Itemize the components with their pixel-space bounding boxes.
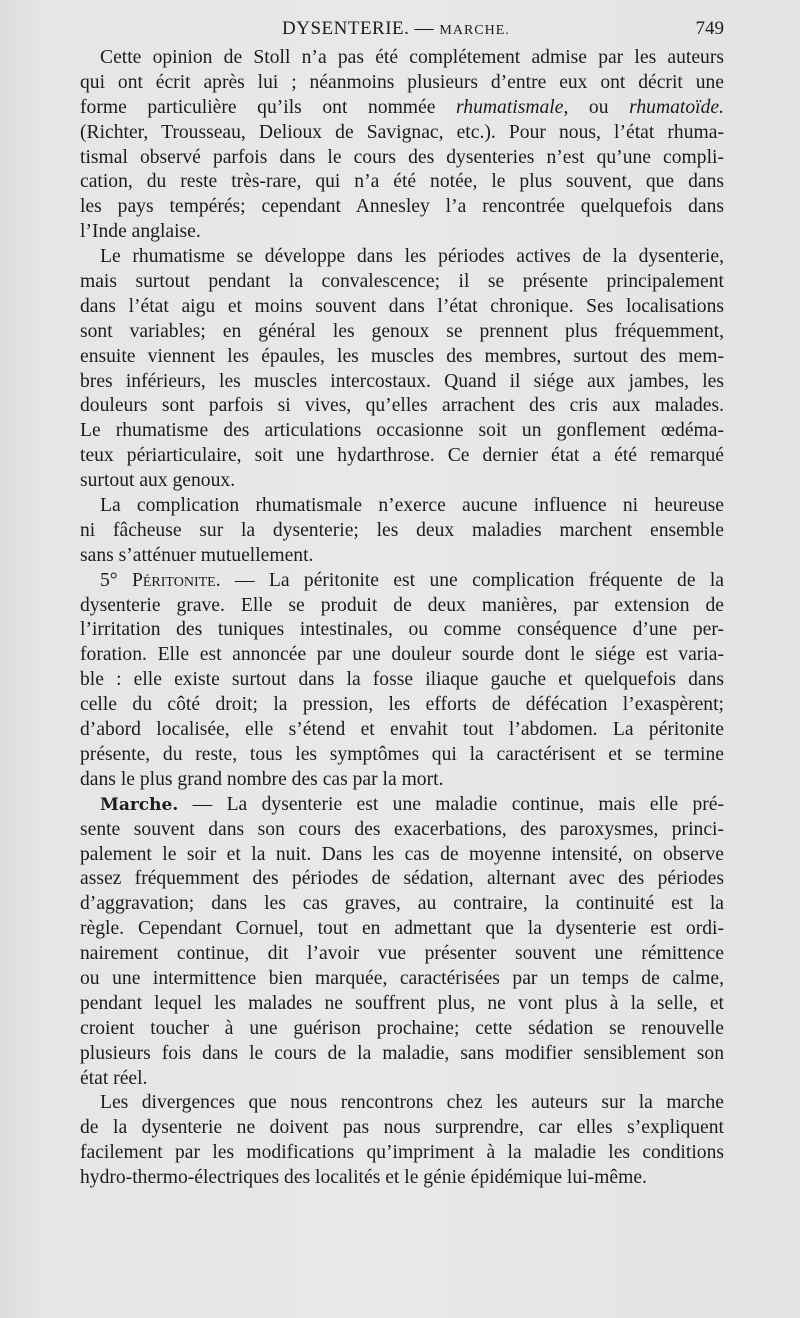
text-line: ou une intermittence bien marquée, caractérisées par un temps de calme, <box>80 967 724 989</box>
text-line: sente souvent dans son cours des exacerbations, des paroxysmes, princi- <box>80 818 724 840</box>
text-line: La complication rhumatismale n’exerce aucune influence ni heureuse <box>100 495 724 517</box>
paragraph <box>80 569 724 793</box>
running-title-dash: — <box>414 18 435 39</box>
body-text <box>80 46 724 1191</box>
text-line: ensuite viennent les épaules, les muscles des membres, surtout des mem- <box>80 345 724 367</box>
text-line: ni fâcheuse sur la dysenterie; les deux maladies marchent ensemble <box>80 519 724 541</box>
text-line: palement le soir et la nuit. Dans les cas de moyenne intensité, on observe <box>80 843 724 865</box>
text-line: dans le plus grand nombre des cas par la mort. <box>80 768 444 790</box>
running-title <box>282 18 510 40</box>
paragraph <box>80 1091 724 1191</box>
text-line: dans l’état aigu et moins souvent dans l’état chronique. Ses localisations <box>80 295 724 317</box>
text-line: douleurs sont parfois si vives, qu’elles arrachent des cris aux malades. <box>80 395 724 417</box>
text-line: celle du côté droit; la pression, les efforts de défécation l’exaspèrent; <box>80 694 724 716</box>
text-line: présente, du reste, tous les symptômes qui la caractérisent et se termine <box>80 743 724 765</box>
paragraph <box>80 245 724 494</box>
text-line: Marche. — La dysenterie est une maladie continue, mais elle pré- <box>100 793 724 815</box>
text-line: (Richter, Trousseau, Delioux de Savignac, etc.). Pour nous, l’état rhuma- <box>80 121 724 143</box>
text-line: assez fréquemment des périodes de sédation, alternant avec des périodes <box>80 868 724 890</box>
text-line: Le rhumatisme des articulations occasionne soit un gonflement œdéma- <box>80 420 724 442</box>
text-line: d’aggravation; dans les cas graves, au contraire, la continuité est la <box>80 893 724 915</box>
text-line: règle. Cependant Cornuel, tout en admettant que la dysenterie est ordi- <box>80 918 724 940</box>
text-line: plusieurs fois dans le cours de la maladie, sans modifier sensiblement son <box>80 1042 724 1064</box>
text-line: forme particulière qu’ils ont nommée rhumatismale, ou rhumatoïde. <box>80 96 724 118</box>
text-line: ble : elle existe surtout dans la fosse iliaque gauche et quelquefois dans <box>80 669 724 691</box>
text-line: surtout aux genoux. <box>80 470 236 492</box>
text-line: dysenterie grave. Elle se produit de deux manières, par extension de <box>80 594 724 616</box>
text-line: cation, du reste très-rare, qui n’a été notée, le plus souvent, que dans <box>80 171 724 193</box>
section-label: Péritonite. <box>131 569 221 591</box>
running-title-sub: MARCHE. <box>439 23 510 38</box>
section-heading: Marche. <box>100 794 179 815</box>
italic-term: rhumatismale <box>456 96 564 118</box>
text-line: sans s’atténuer mutuellement. <box>80 544 314 566</box>
paragraph <box>80 494 724 569</box>
text-line: sont variables; en général les genoux se prennent plus fréquemment, <box>80 320 724 342</box>
text-line: qui ont écrit après lui ; néanmoins plusieurs d’entre eux ont décrit une <box>80 71 724 93</box>
paragraph <box>80 46 724 245</box>
running-header <box>80 14 724 44</box>
text-line: mais surtout pendant la convalescence; il se présente principalement <box>80 271 724 293</box>
text-line: bres inférieurs, les muscles intercostaux. Quand il siége aux jambes, les <box>80 370 724 392</box>
text-line: teux périarticulaire, soit une hydarthrose. Ce dernier état a été remarqué <box>80 445 724 467</box>
text-line: Cette opinion de Stoll n’a pas été complétement admise par les auteurs <box>100 47 724 68</box>
text-line: d’abord localisée, elle s’étend et envahit tout l’abdomen. La péritonite <box>80 719 724 741</box>
text-line: l’Inde anglaise. <box>80 221 201 243</box>
text-line: état réel. <box>80 1067 148 1089</box>
text-line: pendant lequel les malades ne souffrent plus, ne vont plus à la selle, et <box>80 992 724 1014</box>
text-line: de la dysenterie ne doivent pas nous surprendre, car elles s’expliquent <box>80 1117 724 1139</box>
text-line: l’irritation des tuniques intestinales, ou comme conséquence d’une per- <box>80 619 724 641</box>
running-title-main: DYSENTERIE. <box>282 18 410 39</box>
text-line: les pays tempérés; cependant Annesley l’a rencontrée quelquefois dans <box>80 196 724 218</box>
text-line: croient toucher à une guérison prochaine; cette sédation se renouvelle <box>80 1017 724 1039</box>
page-number: 749 <box>695 18 724 39</box>
text-line: foration. Elle est annoncée par une douleur sourde dont le siége est varia- <box>80 644 724 666</box>
text-line: Les divergences que nous rencontrons chez les auteurs sur la marche <box>100 1092 724 1114</box>
text-line: Le rhumatisme se développe dans les périodes actives de la dysenterie, <box>100 246 724 268</box>
text-line: tismal observé parfois dans le cours des dysenteries n’est qu’une compli- <box>80 146 724 168</box>
text-line: 5° Péritonite. — La péritonite est une complication fréquente de la <box>100 569 725 591</box>
paragraph <box>80 793 724 1092</box>
italic-term: rhumatoïde. <box>629 96 724 118</box>
text-line: facilement par les modifications qu’impriment à la maladie les conditions <box>80 1142 724 1164</box>
text-line: hydro-thermo-électriques des localités et le génie épidémique lui-même. <box>80 1167 647 1189</box>
text-line: nairement continue, dit l’avoir vue présenter souvent une rémittence <box>80 943 724 965</box>
